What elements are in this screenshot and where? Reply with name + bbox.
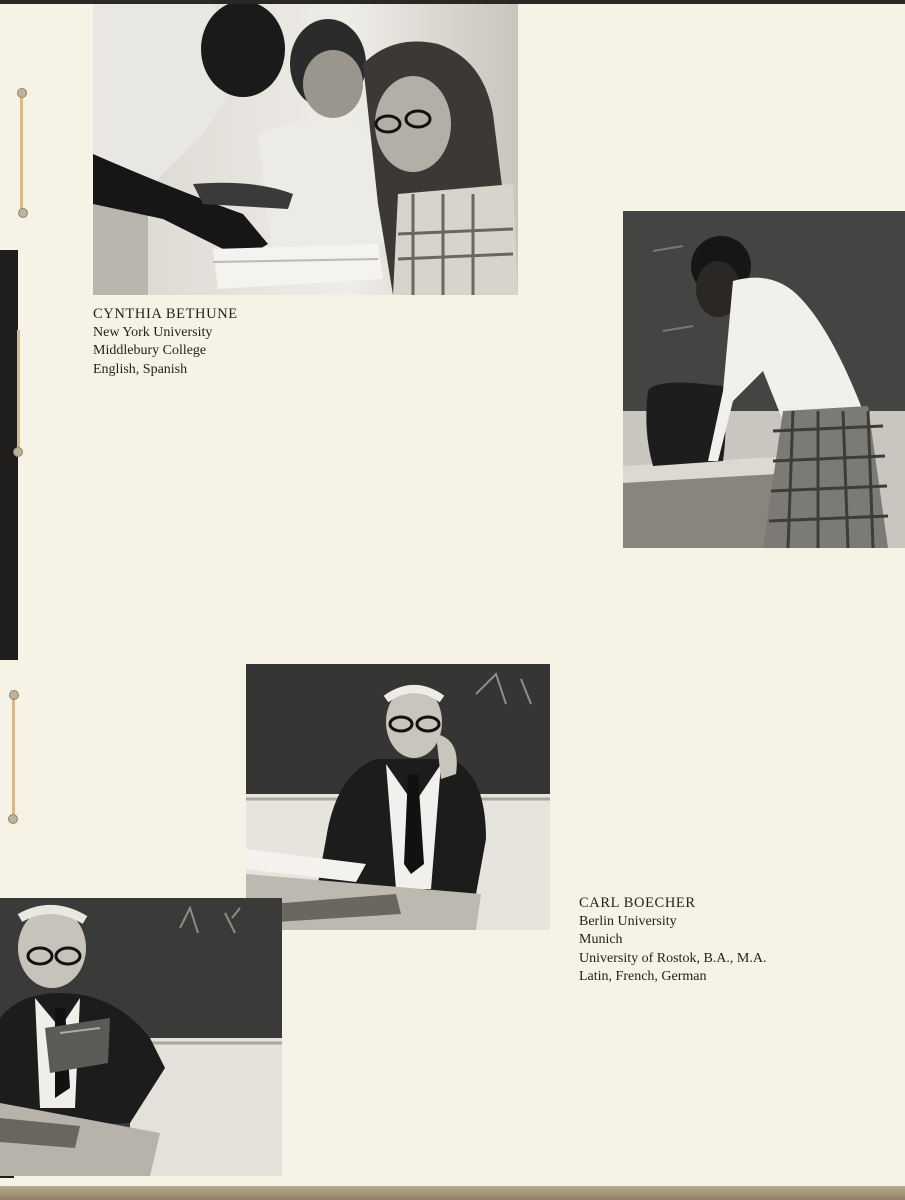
photo-carl-boecher [246,664,550,930]
person-name: CYNTHIA BETHUNE [93,306,238,322]
caption-cynthia-bethune [93,305,238,379]
photo-woman-at-chalkboard [623,211,905,548]
credential-line: Berlin University [579,913,677,929]
credential-line: New York University [93,324,213,340]
person-name: CARL BOECHER [579,895,696,911]
photo-students-writing [93,4,518,295]
subjects-line: Latin, French, German [579,969,707,984]
binding-string [20,92,23,212]
binding-hole [8,814,18,824]
subjects-line: English, Spanish [93,361,188,377]
scan-bottom-edge [0,1186,905,1200]
binding-hole [18,208,28,218]
binding-hole [9,690,19,700]
binding-hole [13,447,23,457]
caption-carl-boecher [579,894,766,987]
credential-line: Munich [579,932,623,947]
credential-line: Middlebury College [93,343,207,358]
credential-line: University of Rostok, B.A., M.A. [579,950,767,966]
photo-man-reading [0,898,282,1176]
binding-string [17,330,20,455]
binding-hole [17,88,27,98]
binding-string [12,695,15,820]
